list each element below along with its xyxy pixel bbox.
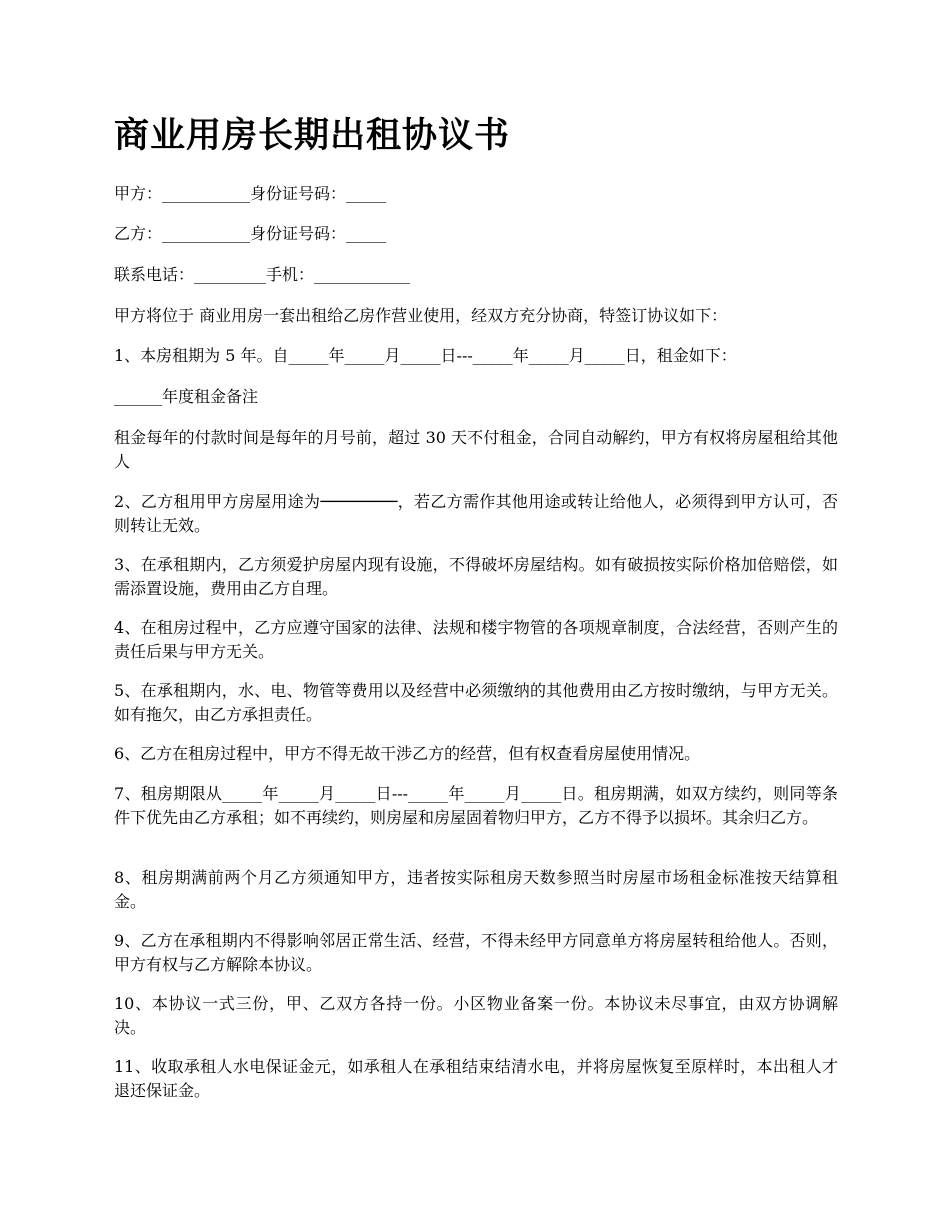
clause-8: 8、租房期满前两个月乙方须通知甲方，违者按实际租房天数参照当时房屋市场租金标准按天结算租金。 [114,868,838,911]
annual-rent-note: ______年度租金备注 [114,387,259,406]
clause-9: 9、乙方在承租期内不得影响邻居正常生活、经营，不得未经甲方同意单方将房屋转租给他人。否则，甲方有权与乙方解除本协议。 [114,931,838,974]
contact-line: 联系电话：_________手机：____________ [114,265,411,284]
clause-10: 10、本协议一式三份，甲、乙双方各持一份。小区物业备案一份。本协议未尽事宜，由双方协调解决。 [114,994,838,1037]
clause-4: 4、在租房过程中，乙方应遵守国家的法律、法规和楼宇物管的各项规章制度，合法经营，否则产生的责任后果与甲方无关。 [114,618,838,661]
clause-11: 11、收取承租人水电保证金元，如承租人在承租结束结清水电，并将房屋恢复至原样时，本出租人才退还保证金。 [114,1057,838,1100]
clause-2: 2、乙方租用甲方房屋用途为────────，若乙方需作其他用途或转让给他人，必须得到甲方认可，否则转让无效。 [114,492,838,535]
party-a-line: 甲方：___________身份证号码：_____ [114,184,387,203]
intro-paragraph: 甲方将位于 商业用房一套出租给乙房作营业使用，经双方充分协商，特签订协议如下： [114,306,728,325]
payment-terms: 租金每年的付款时间是每年的月号前，超过 30 天不付租金，合同自动解约，甲方有权将房屋租给其他人 [114,428,838,471]
clause-7: 7、租房期限从_____年_____月_____日---_____年_____月_____日。租房期满，如双方续约，则同等条件下优先由乙方承租；如不再续约，则房屋和房屋固着物归甲方，乙方不得予以损坏。其余归乙方。 [114,784,838,827]
clause-5: 5、在承租期内，水、电、物管等费用以及经营中必须缴纳的其他费用由乙方按时缴纳，与甲方无关。如有拖欠，由乙方承担责任。 [114,681,838,724]
document-title: 商业用房长期出租协议书 [114,116,511,156]
party-b-line: 乙方：___________身份证号码：_____ [114,224,387,243]
clause-3: 3、在承租期内，乙方须爱护房屋内现有设施，不得破坏房屋结构。如有破损按实际价格加倍赔偿，如需添置设施，费用由乙方自理。 [114,555,838,598]
clause-6: 6、乙方在租房过程中，甲方不得无故干涉乙方的经营，但有权查看房屋使用情况。 [114,744,701,763]
clause-1: 1、本房租期为 5 年。自_____年_____月_____日---_____年_____月_____日，租金如下： [114,346,737,365]
